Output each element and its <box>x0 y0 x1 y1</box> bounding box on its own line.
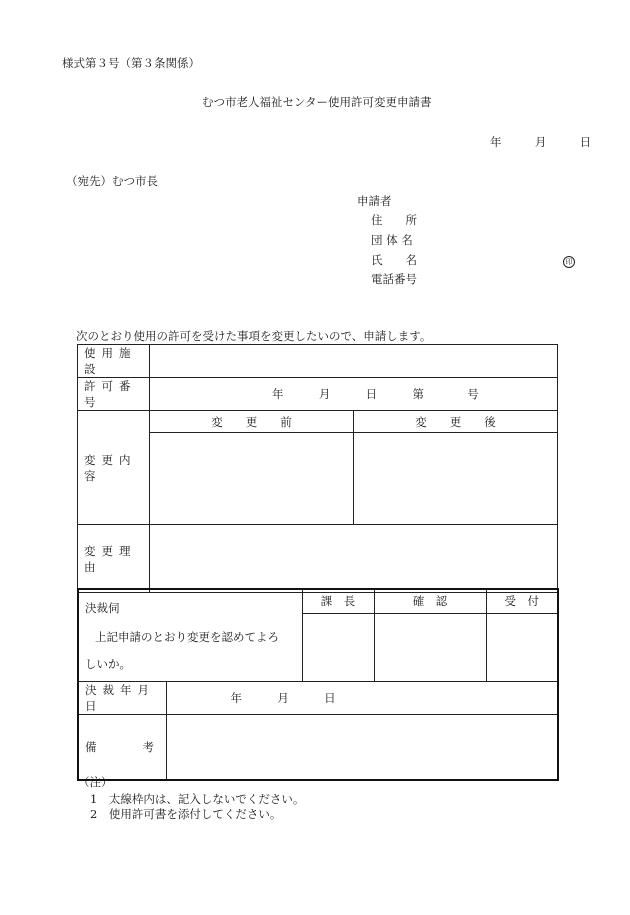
ketsusai-cell <box>78 589 302 681</box>
remarks-label: 備 考 <box>78 714 166 780</box>
applicant-phone-label: 電話番号 <box>371 272 417 286</box>
reason-row <box>78 525 558 593</box>
kakunin-stamp[interactable] <box>374 613 486 681</box>
note-item-2: 2 使用許可書を添付してください。 <box>90 807 282 821</box>
form-number: 様式第３号（第３条関係） <box>62 56 200 70</box>
remarks-field[interactable] <box>166 714 558 780</box>
ketsusai-body-line2: しいか。 <box>85 657 131 671</box>
notes-heading: （注） <box>78 775 113 789</box>
date-month: 月 <box>534 135 547 149</box>
decision-date-label: 決裁年月日 <box>78 681 166 714</box>
change-label: 変更内容 <box>78 411 150 525</box>
facility-label: 使用施設 <box>78 345 150 378</box>
change-content-row <box>78 433 558 525</box>
applicant-group-label: 団 体 名 <box>371 233 413 247</box>
applicant-address-label: 住 所 <box>371 213 417 227</box>
date-year: 年 <box>490 135 502 149</box>
ketsusai-body-line1: 上記申請のとおり変更を認めてよろ <box>95 630 279 644</box>
note-item-1: 1 太線枠内は、記入しないでください。 <box>90 792 305 806</box>
document-title: むつ市老人福祉センター使用許可変更申請書 <box>202 95 432 109</box>
ketsusai-label: 決裁伺 <box>85 601 120 615</box>
facility-field[interactable] <box>150 345 558 378</box>
permit-label: 許可番号 <box>78 378 150 411</box>
addressee: （宛先）むつ市長 <box>66 174 158 188</box>
permit-row <box>78 378 558 411</box>
change-header-row <box>78 411 558 433</box>
seal-icon: 印 <box>563 256 575 268</box>
permit-field[interactable]: 年 月 日 第 号 <box>150 378 558 411</box>
applicant-heading: 申請者 <box>357 194 392 208</box>
uketsuke-stamp[interactable] <box>486 613 558 681</box>
applicant-name-label: 氏 名 <box>371 253 417 267</box>
intro-text: 次のとおり使用の許可を受けた事項を変更したいので、申請します。 <box>76 329 432 343</box>
seal-mark <box>563 253 575 268</box>
col-kakunin: 確 認 <box>374 589 486 613</box>
after-field[interactable] <box>354 433 558 525</box>
date-day: 日 <box>579 135 592 149</box>
main-table <box>77 344 558 593</box>
reason-label: 変更理由 <box>78 525 150 593</box>
reason-field[interactable] <box>150 525 558 593</box>
decision-date-field[interactable]: 年 月 日 <box>166 681 558 714</box>
facility-row <box>78 345 558 378</box>
col-kacho: 課 長 <box>302 589 374 613</box>
kacho-stamp[interactable] <box>302 613 374 681</box>
before-field[interactable] <box>150 433 354 525</box>
after-label: 変 更 後 <box>354 411 558 433</box>
approval-table <box>77 588 559 781</box>
col-uketsuke: 受 付 <box>486 589 558 613</box>
date-line <box>490 134 591 150</box>
before-label: 変 更 前 <box>150 411 354 433</box>
